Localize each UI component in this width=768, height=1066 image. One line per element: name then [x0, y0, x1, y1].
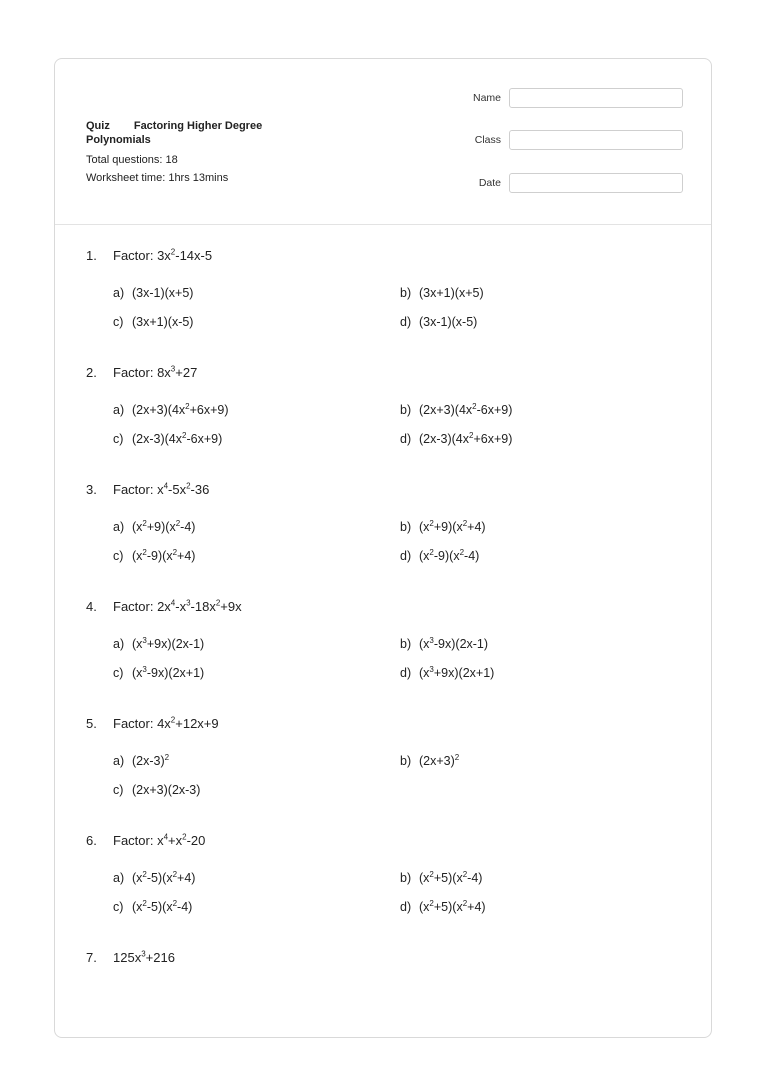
name-label: Name — [472, 92, 501, 104]
choice-letter: a) — [113, 403, 125, 417]
answer-choice[interactable] — [400, 284, 484, 302]
answer-choice[interactable] — [400, 313, 477, 331]
answer-choice[interactable] — [400, 752, 459, 770]
question-prompt — [86, 481, 209, 499]
choice-text: $(x^3-9x)(2x+1)$ — [132, 664, 205, 680]
choice-letter: b) — [400, 286, 412, 300]
answer-choice[interactable] — [113, 547, 195, 565]
choice-text: $(2x-3)(4x^2-6x+9)$ — [132, 430, 223, 446]
choice-text: (2x+3)(2x-3) — [132, 783, 201, 797]
choice-text: $(x^2+9)(x^2+4)$ — [419, 518, 486, 534]
choice-text: $(2x-3)^2$ — [132, 752, 170, 768]
question-number: 2. — [86, 365, 97, 380]
question-prompt — [86, 247, 212, 265]
choice-letter: a) — [113, 754, 125, 768]
question-text: Factor: $x^4-5x^2-36$ — [113, 481, 210, 497]
choice-text: $(x^3-9x)(2x-1)$ — [419, 635, 489, 651]
choice-letter: d) — [400, 315, 412, 329]
answer-choice[interactable] — [113, 430, 222, 448]
answer-choice[interactable] — [400, 664, 494, 682]
question-text: Factor: $3x^2-14x-5$ — [113, 247, 213, 263]
answer-choice[interactable] — [400, 401, 512, 419]
choice-letter: b) — [400, 871, 412, 885]
choice-letter: c) — [113, 432, 124, 446]
choice-letter: c) — [113, 549, 124, 563]
quiz-label: Quiz — [86, 120, 110, 132]
quiz-title — [86, 119, 286, 147]
choice-letter: d) — [400, 900, 412, 914]
question-1 — [86, 247, 686, 364]
choice-letter: b) — [400, 754, 412, 768]
answer-choice[interactable] — [113, 518, 195, 536]
question-number: 5. — [86, 716, 97, 731]
question-number: 7. — [86, 950, 97, 965]
question-text: $125x^3+216$ — [113, 949, 175, 965]
question-text: Factor: $8x^3+27$ — [113, 364, 198, 380]
choice-text: $(x^2-5)(x^2-4)$ — [132, 898, 193, 914]
choice-letter: c) — [113, 900, 124, 914]
question-3 — [86, 481, 686, 598]
worksheet-card — [54, 58, 712, 1038]
quiz-title-text: Factoring Higher Degree Polynomials — [86, 120, 263, 146]
answer-choice[interactable] — [400, 869, 482, 887]
choice-letter: b) — [400, 637, 412, 651]
question-5 — [86, 715, 686, 832]
choice-letter: d) — [400, 432, 412, 446]
question-prompt — [86, 598, 242, 616]
choice-text: $(2x+3)^2$ — [419, 752, 460, 768]
question-4 — [86, 598, 686, 715]
date-field-row — [445, 173, 683, 193]
choice-letter: a) — [113, 871, 125, 885]
choice-text: $(x^2+9)(x^2-4)$ — [132, 518, 196, 534]
choice-text: $(x^2+5)(x^2-4)$ — [419, 869, 483, 885]
date-label: Date — [478, 177, 501, 189]
choice-letter: c) — [113, 315, 124, 329]
question-prompt — [86, 949, 175, 967]
answer-choice[interactable] — [400, 518, 486, 536]
choice-letter: a) — [113, 286, 125, 300]
question-number: 1. — [86, 248, 97, 263]
choice-text: (3x-1)(x+5) — [132, 286, 194, 300]
date-input[interactable] — [509, 173, 683, 193]
name-input[interactable] — [509, 88, 683, 108]
question-prompt — [86, 715, 219, 733]
question-text: Factor: $x^4+x^2-20$ — [113, 832, 206, 848]
question-7 — [86, 949, 686, 1066]
choice-text: $(2x+3)(4x^2+6x+9)$ — [132, 401, 229, 417]
question-2 — [86, 364, 686, 481]
answer-choice[interactable] — [113, 284, 193, 302]
question-number: 6. — [86, 833, 97, 848]
choice-letter: d) — [400, 666, 412, 680]
question-text: Factor: $2x^4-x^3-18x^2+9x$ — [113, 598, 242, 614]
class-field-row — [445, 130, 683, 150]
class-input[interactable] — [509, 130, 683, 150]
answer-choice[interactable] — [113, 635, 204, 653]
answer-choice[interactable] — [400, 430, 512, 448]
answer-choice[interactable] — [400, 898, 486, 916]
answer-choice[interactable] — [400, 635, 488, 653]
choice-text: $(2x-3)(4x^2+6x+9)$ — [419, 430, 513, 446]
answer-choice[interactable] — [113, 869, 195, 887]
choice-letter: b) — [400, 520, 412, 534]
answer-choice[interactable] — [113, 898, 192, 916]
choice-letter: a) — [113, 520, 125, 534]
question-prompt — [86, 832, 205, 850]
choice-letter: a) — [113, 637, 125, 651]
question-number: 3. — [86, 482, 97, 497]
answer-choice[interactable] — [113, 664, 204, 682]
choice-text: $(x^3+9x)(2x+1)$ — [419, 664, 495, 680]
question-list — [86, 247, 686, 1066]
quiz-info — [86, 119, 286, 187]
name-field-row — [445, 88, 683, 108]
worksheet-header — [55, 59, 711, 225]
choice-text: $(x^3+9x)(2x-1)$ — [132, 635, 205, 651]
choice-text: $(x^2-5)(x^2+4)$ — [132, 869, 196, 885]
choice-letter: b) — [400, 403, 412, 417]
answer-choice[interactable] — [113, 781, 200, 799]
class-label: Class — [474, 134, 501, 146]
choice-text: $(x^2-9)(x^2+4)$ — [132, 547, 196, 563]
choice-letter: c) — [113, 666, 124, 680]
choice-text: $(x^2+5)(x^2+4)$ — [419, 898, 486, 914]
answer-choice[interactable] — [113, 401, 229, 419]
question-number: 4. — [86, 599, 97, 614]
answer-choice[interactable] — [113, 752, 169, 770]
choice-letter: d) — [400, 549, 412, 563]
question-text: Factor: $4x^2+12x+9$ — [113, 715, 219, 731]
choice-text: $(2x+3)(4x^2-6x+9)$ — [419, 401, 513, 417]
answer-choice[interactable] — [113, 313, 193, 331]
choice-text: (3x-1)(x-5) — [419, 315, 478, 329]
question-prompt — [86, 364, 197, 382]
choice-text: (3x+1)(x-5) — [132, 315, 194, 329]
total-questions: Total questions: 18 — [86, 154, 178, 166]
answer-choice[interactable] — [400, 547, 479, 565]
choice-letter: c) — [113, 783, 124, 797]
question-6 — [86, 832, 686, 949]
worksheet-time: Worksheet time: 1hrs 13mins — [86, 172, 229, 184]
choice-text: (3x+1)(x+5) — [419, 286, 484, 300]
choice-text: $(x^2-9)(x^2-4)$ — [419, 547, 480, 563]
